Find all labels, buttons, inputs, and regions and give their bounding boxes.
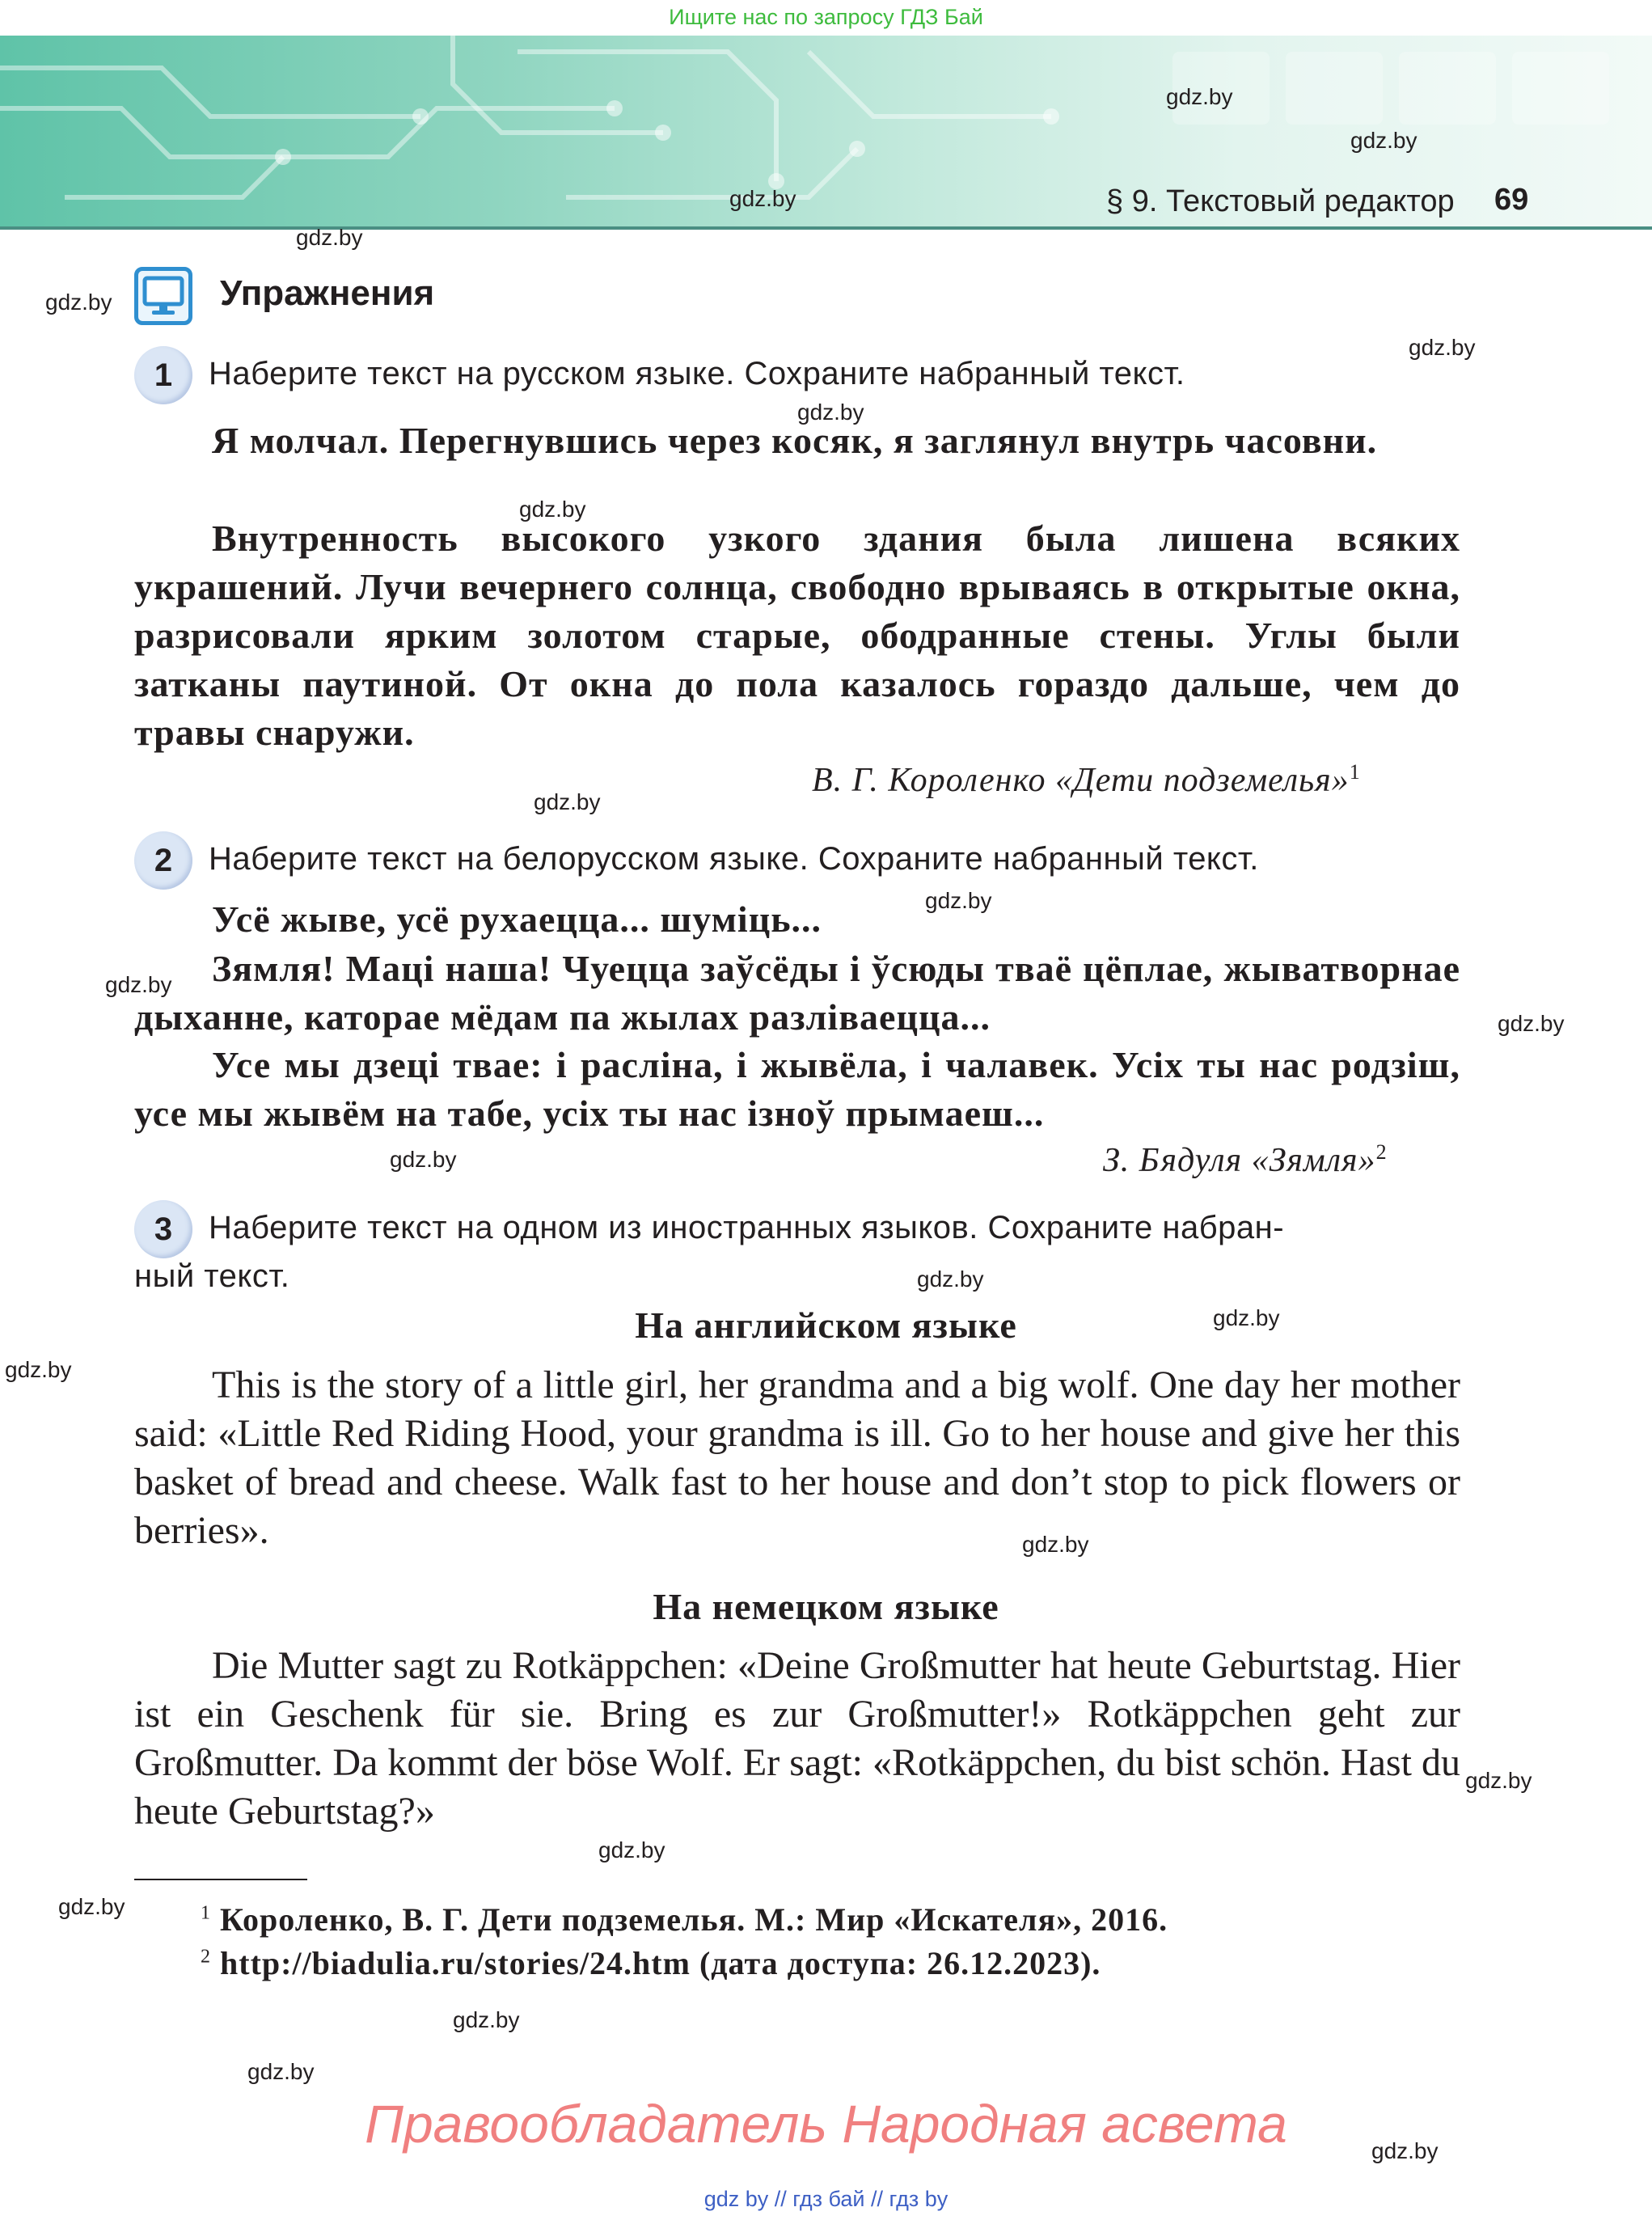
- exercises-heading: Упражнения: [220, 273, 435, 313]
- exercise-number-3: 3: [134, 1200, 192, 1258]
- section-title: § 9. Текстовый редактор: [1106, 184, 1455, 218]
- exercise-number-1: 1: [134, 346, 192, 404]
- watermark: gdz.by: [1166, 84, 1233, 109]
- watermark: gdz.by: [58, 1894, 125, 1919]
- watermark: gdz.by: [390, 1147, 457, 1172]
- watermark: gdz.by: [453, 2007, 520, 2032]
- exercise-3-task-line-1: Наберите текст на одном из иностранных языков. Сохраните набран-: [209, 1210, 1285, 1245]
- monitor-icon: [134, 267, 192, 325]
- footnote-1-mark: 1: [201, 1902, 211, 1924]
- watermark: gdz.by: [534, 789, 601, 814]
- german-text: Die Mutter sagt zu Rotkäppchen: «Deine Großmutter hat heute Geburtstag. Hier ist ein Geschenk für sie. Bring es zur Großmutter!» Rotkäppchen geht zur Großmutter. Da kommt der böse Wolf. Er sagt: «Rotkäppchen, du bist schön. Hast du heute Geburtstag?»: [134, 1644, 1460, 1833]
- watermark: gdz.by: [598, 1837, 665, 1862]
- watermark: gdz.by: [917, 1266, 984, 1292]
- english-text: This is the story of a little girl, her grandma and a big wolf. One day her mother said: «Little Red Riding Hood, your grandma is ill. Go to her house and give her this basket of bread and cheese. Walk fast to her house and don’t stop to pick flowers or berries».: [134, 1364, 1460, 1552]
- watermark: gdz.by: [519, 497, 586, 522]
- footnote-2: [201, 1944, 1101, 1982]
- exercise-2-paragraph-1: Усё жыве, усё рухаецца... шуміць...: [212, 898, 822, 940]
- watermark: gdz.by: [296, 225, 363, 250]
- exercise-2-author: [1103, 1140, 1388, 1180]
- exercise-1-author: [812, 760, 1361, 800]
- exercise-1-task: Наберите текст на русском языке. Сохраните набранный текст.: [209, 356, 1185, 391]
- exercise-2-author-text: З. Бядуля «Зямля»: [1103, 1142, 1376, 1179]
- footnote-2-text: http://biadulia.ru/stories/24.htm (дата доступа: 26.12.2023).: [220, 1945, 1101, 1981]
- top-search-hint: Ищите нас по запросу ГДЗ Бай: [669, 5, 983, 29]
- watermark: gdz.by: [1022, 1532, 1089, 1557]
- watermark: gdz.by: [729, 186, 796, 211]
- watermark: gdz.by: [1213, 1305, 1280, 1330]
- banner-bottom-line: [0, 226, 1652, 230]
- page-number: 69: [1494, 183, 1529, 217]
- copyright-notice: Правообладатель Народная асвета: [365, 2094, 1287, 2154]
- english-heading: На английском языке: [635, 1304, 1017, 1346]
- watermark: gdz.by: [797, 400, 864, 425]
- watermark: gdz.by: [1409, 335, 1476, 360]
- watermark: gdz.by: [105, 972, 172, 997]
- watermark: gdz.by: [1350, 128, 1418, 153]
- footnote-2-mark: 2: [201, 1946, 211, 1968]
- exercise-3-task-line-2: ный текст.: [134, 1258, 290, 1294]
- exercise-2-task: Наберите текст на белорусском языке. Сохраните набранный текст.: [209, 841, 1259, 877]
- exercise-1-paragraph-1: Я молчал. Перегнувшись через косяк, я заглянул внутрь часовни.: [212, 420, 1378, 461]
- german-heading: На немецком языке: [653, 1586, 999, 1627]
- watermark: gdz.by: [1465, 1768, 1532, 1793]
- watermark: gdz.by: [45, 290, 112, 315]
- exercise-2-paragraph-3: Усе мы дзеці твае: і расліна, і жывёла, і чалавек. Усіх ты нас родзіш, усе мы жывём на табе, усіх ты нас ізноў прымаеш...: [134, 1044, 1460, 1134]
- footnote-ref-1: 1: [1349, 760, 1361, 784]
- watermark: gdz.by: [247, 2059, 315, 2084]
- exercise-2-paragraph-2: Зямля! Маці наша! Чуецца заўсёды і ўсюды тваё цёплае, жыватворнае дыханне, каторае мёдам па жылах разліваецца...: [134, 948, 1460, 1038]
- footnote-ref-2: 2: [1375, 1140, 1388, 1164]
- exercise-1-author-text: В. Г. Короленко «Дети подземелья»: [812, 762, 1350, 799]
- exercise-number-2: 2: [134, 831, 192, 890]
- watermark: gdz.by: [1371, 2138, 1439, 2163]
- watermark: gdz.by: [5, 1357, 72, 1382]
- watermark: gdz.by: [925, 888, 992, 913]
- footnote-1-text: Короленко, В. Г. Дети подземелья. М.: Мир «Искателя», 2016.: [220, 1901, 1168, 1938]
- footnote-1: [201, 1901, 1168, 1939]
- bottom-links[interactable]: gdz by // гдз бай // гдз by: [703, 2187, 949, 2211]
- watermark: gdz.by: [1498, 1011, 1565, 1036]
- exercise-1-paragraph-2: Внутренность высокого узкого здания была лишена всяких украшений. Лучи вечернего солнца, свободно врываясь в открытые окна, разрисовали ярким золотом старые, ободранные стены. Углы были затканы паутиной. От окна до пола казалось гораздо дальше, чем до травы снаружи.: [134, 518, 1460, 753]
- footnote-divider: [134, 1879, 307, 1880]
